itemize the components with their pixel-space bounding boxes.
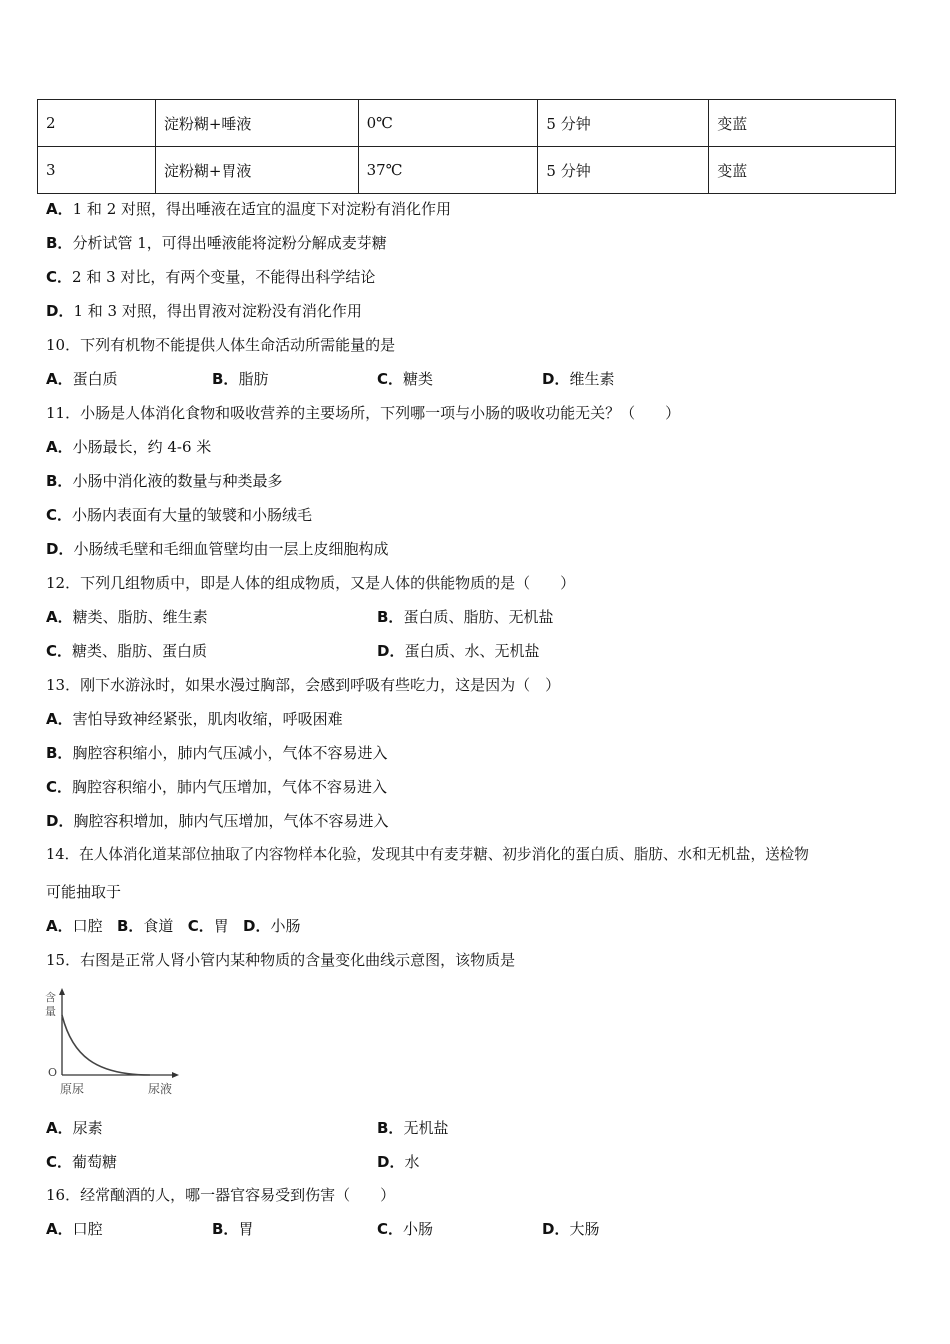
option-text: 口腔 bbox=[72, 1220, 103, 1238]
option-label: C． bbox=[46, 642, 73, 660]
q15-option-a bbox=[46, 1118, 103, 1138]
option-label: D． bbox=[377, 642, 405, 660]
option-label: B． bbox=[212, 370, 239, 388]
q16-option-b bbox=[212, 1219, 253, 1239]
q15-option-d bbox=[377, 1152, 419, 1172]
q16-option-d bbox=[542, 1219, 599, 1239]
table-cell: 3 bbox=[38, 147, 156, 194]
option-text: 胃 bbox=[213, 917, 229, 935]
option-text: 害怕导致神经紧张，肌肉收缩，呼吸困难 bbox=[72, 710, 343, 728]
table-row bbox=[38, 100, 896, 147]
option-label: A． bbox=[46, 1220, 73, 1238]
table-cell: 淀粉糊+胃液 bbox=[155, 147, 358, 194]
option-label: D． bbox=[46, 302, 74, 320]
option-text: 食道 bbox=[143, 917, 174, 935]
q16-option-a bbox=[46, 1219, 103, 1239]
option-label: B． bbox=[46, 744, 73, 762]
option-text: 胸腔容积增加，肺内气压增加，气体不容易进入 bbox=[73, 812, 389, 830]
option-label: D． bbox=[377, 1153, 405, 1171]
content-curve bbox=[62, 1015, 150, 1075]
x-axis-arrow bbox=[172, 1072, 179, 1078]
q12-stem: 12．下列几组物质中，即是人体的组成物质，又是人体的供能物质的是（ ） bbox=[46, 574, 576, 592]
option-label: C． bbox=[46, 506, 73, 524]
q15-stem: 15．右图是正常人肾小管内某种物质的含量变化曲线示意图，该物质是 bbox=[46, 951, 516, 969]
q13-option-a bbox=[46, 709, 343, 729]
table-row bbox=[38, 147, 896, 194]
option-text: 胸腔容积缩小，肺内气压减小，气体不容易进入 bbox=[72, 744, 388, 762]
x-label-end: 尿液 bbox=[148, 1082, 173, 1096]
option-text: 糖类、脂肪、维生素 bbox=[72, 608, 208, 626]
option-label: D． bbox=[542, 370, 570, 388]
option-text: 小肠最长，约 4-6 米 bbox=[72, 438, 212, 456]
option-text: 葡萄糖 bbox=[72, 1153, 118, 1171]
y-axis-arrow bbox=[59, 988, 65, 995]
q13-stem: 13．刚下水游泳时，如果水漫过胸部，会感到呼吸有些吃力，这是因为（ ） bbox=[46, 676, 561, 694]
option-text: 口腔 bbox=[72, 917, 103, 935]
option-label: C． bbox=[46, 778, 73, 796]
q13-option-b bbox=[46, 743, 387, 763]
option-text: 分析试管 1，可得出唾液能将淀粉分解成麦芽糖 bbox=[72, 234, 387, 252]
q15-option-c bbox=[46, 1152, 117, 1172]
option-label: B． bbox=[212, 1220, 239, 1238]
option-label: D． bbox=[46, 540, 74, 558]
q9-option-d bbox=[46, 301, 362, 321]
q10-option-c bbox=[377, 369, 433, 389]
option-text: 小肠内表面有大量的皱襞和小肠绒毛 bbox=[72, 506, 313, 524]
option-label: D． bbox=[46, 812, 74, 830]
table-cell: 5 分钟 bbox=[538, 100, 709, 147]
q9-option-c bbox=[46, 267, 375, 287]
q10-option-a bbox=[46, 369, 118, 389]
option-text: 小肠 bbox=[403, 1220, 434, 1238]
y-label-top: 含 bbox=[45, 991, 56, 1004]
table-cell: 变蓝 bbox=[709, 100, 896, 147]
q9-option-a bbox=[46, 199, 451, 219]
option-text: 1 和 3 对照，得出胃液对淀粉没有消化作用 bbox=[73, 302, 362, 320]
q11-option-b bbox=[46, 471, 282, 491]
table-cell: 0℃ bbox=[358, 100, 538, 147]
q11-option-a bbox=[46, 437, 211, 457]
option-label: A． bbox=[46, 608, 73, 626]
table-cell: 37℃ bbox=[358, 147, 538, 194]
table-cell: 2 bbox=[38, 100, 156, 147]
q14-stem-line1: 14．在人体消化道某部位抽取了内容物样本化验，发现其中有麦芽糖、初步消化的蛋白质、脂肪、水和无机盐，送检物 bbox=[46, 846, 809, 863]
option-text: 蛋白质、脂肪、无机盐 bbox=[403, 608, 554, 626]
option-label: C． bbox=[187, 917, 214, 935]
q13-option-d bbox=[46, 811, 388, 831]
option-label: B． bbox=[377, 608, 404, 626]
option-label: C． bbox=[46, 1153, 73, 1171]
option-label: B． bbox=[377, 1119, 404, 1137]
option-text: 小肠 bbox=[270, 917, 301, 935]
option-text: 大肠 bbox=[569, 1220, 600, 1238]
q9-option-b bbox=[46, 233, 387, 253]
option-text: 维生素 bbox=[569, 370, 615, 388]
option-text: 糖类、脂肪、蛋白质 bbox=[72, 642, 208, 660]
table-cell: 5 分钟 bbox=[538, 147, 709, 194]
option-text: 胃 bbox=[238, 1220, 254, 1238]
x-label-start: 原尿 bbox=[60, 1082, 85, 1096]
q10-option-b bbox=[212, 369, 268, 389]
option-text: 胸腔容积缩小，肺内气压增加，气体不容易进入 bbox=[72, 778, 388, 796]
option-label: A． bbox=[46, 710, 73, 728]
option-label: C． bbox=[377, 1220, 404, 1238]
q12-option-d bbox=[377, 641, 539, 661]
q15-option-b bbox=[377, 1118, 448, 1138]
option-label: D． bbox=[243, 917, 271, 935]
option-text: 无机盐 bbox=[403, 1119, 449, 1137]
option-text: 2 和 3 对比，有两个变量，不能得出科学结论 bbox=[72, 268, 376, 286]
q11-option-d bbox=[46, 539, 388, 559]
q11-stem: 11．小肠是人体消化食物和吸收营养的主要场所，下列哪一项与小肠的吸收功能无关？（ ） bbox=[46, 404, 681, 422]
option-text: 水 bbox=[404, 1153, 420, 1171]
option-text: 糖类 bbox=[403, 370, 434, 388]
option-label: A． bbox=[46, 917, 73, 935]
option-text: 蛋白质、水、无机盐 bbox=[404, 642, 540, 660]
option-label: C． bbox=[46, 268, 73, 286]
origin-label: O bbox=[48, 1066, 58, 1079]
q12-option-c bbox=[46, 641, 207, 661]
q15-curve-graph bbox=[40, 985, 190, 1100]
q12-option-b bbox=[377, 607, 553, 627]
option-label: B． bbox=[46, 472, 73, 490]
q16-stem: 16．经常酗酒的人，哪一器官容易受到伤害（ ） bbox=[46, 1186, 396, 1204]
q11-option-c bbox=[46, 505, 312, 525]
option-text: 脂肪 bbox=[238, 370, 269, 388]
q16-option-c bbox=[377, 1219, 433, 1239]
q14-options bbox=[46, 916, 301, 936]
option-label: A． bbox=[46, 438, 73, 456]
q10-option-d bbox=[542, 369, 614, 389]
option-label: A． bbox=[46, 200, 73, 218]
option-text: 小肠绒毛壁和毛细血管壁均由一层上皮细胞构成 bbox=[73, 540, 389, 558]
option-label: A． bbox=[46, 1119, 73, 1137]
option-text: 1 和 2 对照，得出唾液在适宜的温度下对淀粉有消化作用 bbox=[72, 200, 452, 218]
table-cell: 变蓝 bbox=[709, 147, 896, 194]
option-label: B． bbox=[46, 234, 73, 252]
option-label: D． bbox=[542, 1220, 570, 1238]
experiment-table bbox=[37, 99, 896, 194]
option-label: C． bbox=[377, 370, 404, 388]
option-label: A． bbox=[46, 370, 73, 388]
option-text: 蛋白质 bbox=[72, 370, 118, 388]
q14-stem-line2: 可能抽取于 bbox=[46, 883, 122, 901]
option-label: B． bbox=[116, 917, 144, 935]
q13-option-c bbox=[46, 777, 387, 797]
q10-stem: 10．下列有机物不能提供人体生命活动所需能量的是 bbox=[46, 336, 396, 354]
option-text: 小肠中消化液的数量与种类最多 bbox=[72, 472, 283, 490]
option-text: 尿素 bbox=[72, 1119, 103, 1137]
table-cell: 淀粉糊+唾液 bbox=[155, 100, 358, 147]
y-label-bottom: 量 bbox=[45, 1005, 56, 1018]
q12-option-a bbox=[46, 607, 208, 627]
